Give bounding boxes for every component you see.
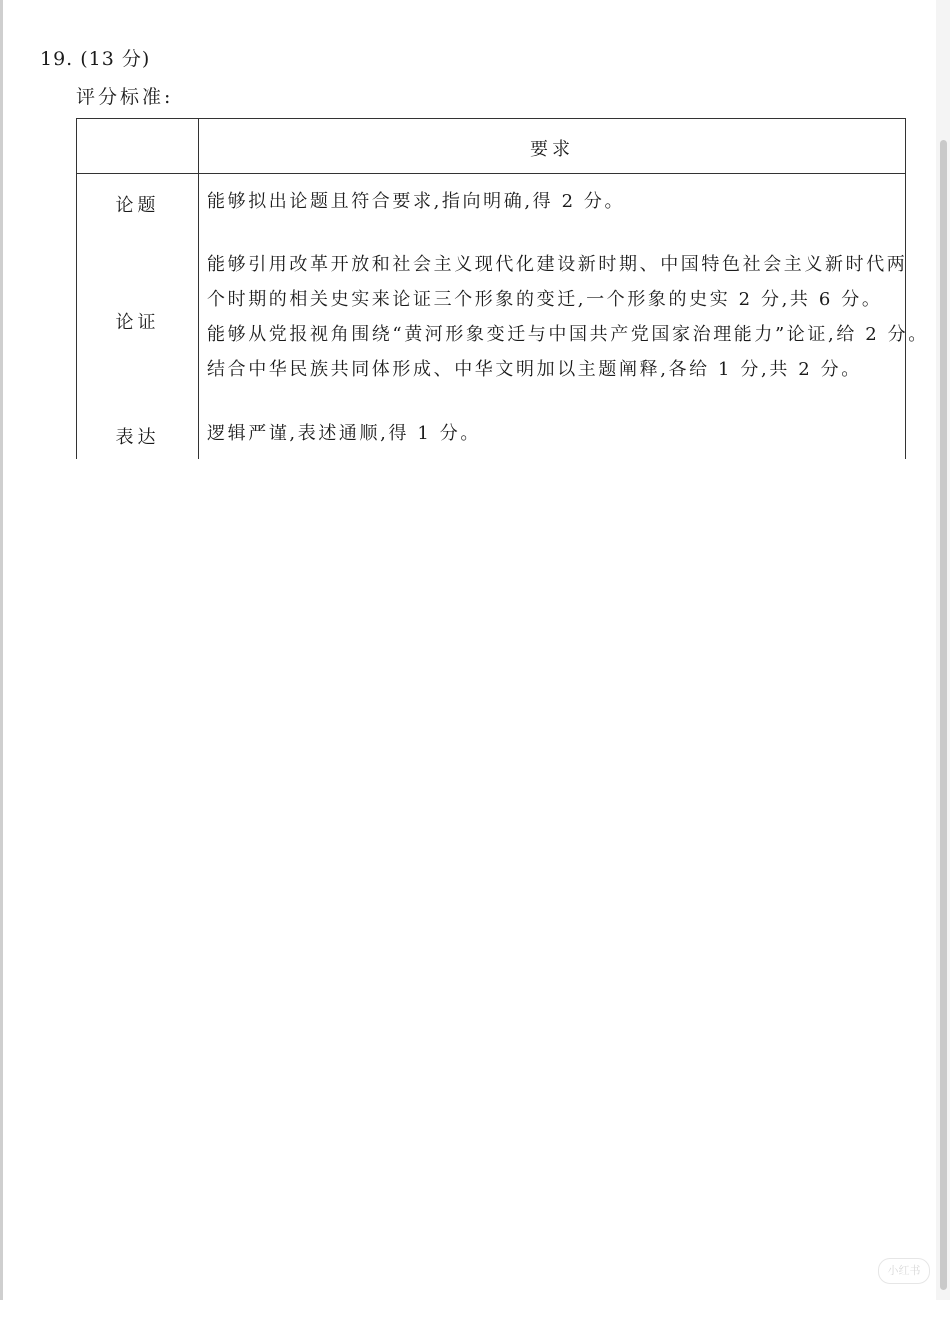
row-label-argument: 论证	[115, 312, 160, 333]
text-line: 个时期的相关史实来论证三个形象的变迁,一个形象的史实 2 分,共 6 分。	[207, 289, 883, 310]
text-line: 能够引用改革开放和社会主义现代化建设新时期、中国特色社会主义新时代两	[207, 254, 908, 275]
row-label-thesis: 论题	[115, 195, 160, 216]
page-left-border	[0, 0, 3, 1300]
requirements-column-header: 要求	[530, 139, 574, 160]
row-text-expression	[207, 416, 907, 451]
watermark-logo: 小红书	[878, 1258, 930, 1284]
scoring-criteria-title: 评分标准:	[76, 86, 174, 108]
row-text-thesis	[207, 184, 907, 219]
row-label-expression: 表达	[115, 427, 160, 448]
text-line: 结合中华民族共同体形成、中华文明加以主题阐释,各给 1 分,共 2 分。	[207, 359, 862, 380]
header-divider	[77, 173, 905, 174]
column-divider	[198, 119, 199, 459]
text-line: 逻辑严谨,表述通顺,得 1 分。	[207, 423, 481, 444]
rubric-table	[76, 118, 929, 459]
text-line: 能够从党报视角围绕“黄河形象变迁与中国共产党国家治理能力”论证,给 2 分。	[207, 324, 929, 345]
scrollbar-track[interactable]	[936, 0, 950, 1300]
question-number: 19. (13 分)	[40, 48, 151, 70]
row-text-argument	[207, 247, 929, 387]
scrollbar-thumb[interactable]	[940, 140, 947, 1290]
text-line: 能够拟出论题且符合要求,指向明确,得 2 分。	[207, 191, 626, 212]
